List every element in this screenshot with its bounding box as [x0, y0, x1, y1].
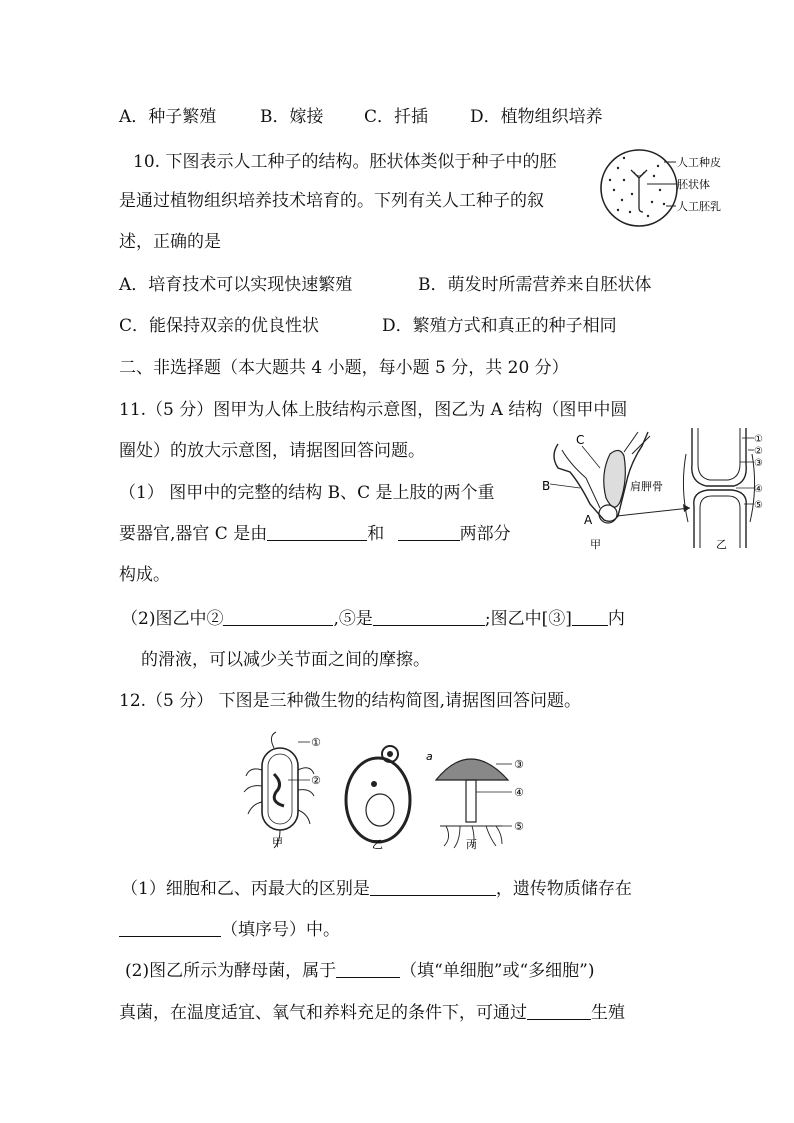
label-c: C: [576, 433, 585, 447]
label-2: ②: [754, 446, 763, 457]
q12-stem: 12.（5 分） 下图是三种微生物的结构简图,请据图回答问题。: [119, 691, 582, 711]
label-4: ④: [754, 484, 763, 495]
label-5: ⑤: [754, 500, 763, 511]
q12-part2-line2-text-pre: 真菌，在温度适宜、氧气和养料充足的条件下，可通过: [119, 1003, 527, 1023]
jia-label: 甲: [272, 836, 283, 849]
q12-part1-line2-text: （填序号）中。: [221, 920, 340, 940]
q11-part1-text-pre: 要器官,器官 C 是由: [119, 524, 268, 544]
q11-part2-text-mid1: ,⑤是: [333, 609, 373, 629]
jia-label-1: ①: [311, 736, 321, 749]
q10-option-b: B．萌发时所需营养来自胚状体: [418, 275, 652, 295]
part2-blank[interactable]: [223, 610, 333, 626]
q11-part2-text-mid2: ;图乙中[③]: [484, 609, 572, 629]
muscle-part2-blank[interactable]: [398, 525, 460, 541]
q11-part1-text-post: 两部分: [459, 524, 511, 544]
q10-option-d: D．繁殖方式和真正的种子相同: [382, 316, 617, 336]
q11-part1-line1: （1） 图甲中的完整的结构 B、C 是上肢的两个重: [119, 483, 495, 503]
q9-option-d: D．植物组织培养: [470, 107, 603, 127]
q11-stem-line1: 11.（5 分）图甲为人体上肢结构示意图，图乙为 A 结构（图甲中圆: [119, 400, 628, 420]
q11-part2-text-pre: （2)图乙中②: [121, 609, 224, 629]
q12-part2-text-post: （填“单细胞”或“多细胞”): [400, 961, 595, 981]
genetic-material-blank[interactable]: [119, 921, 221, 937]
q11-part1-line3: 构成。: [119, 565, 170, 585]
part3-blank[interactable]: [572, 610, 608, 626]
label-jia: 甲: [590, 538, 601, 551]
arm-structure-figure: [540, 424, 764, 556]
q11-part2-line2: 的滑液，可以减少关节面之间的摩擦。: [141, 650, 430, 670]
q10-stem-line3: 述，正确的是: [119, 232, 221, 252]
endosperm-label: 人工胚乳: [677, 200, 721, 213]
muscle-part1-blank[interactable]: [267, 525, 367, 541]
seed-coat-label: 人工种皮: [677, 156, 721, 169]
biggest-difference-blank[interactable]: [370, 880, 496, 896]
q11-part2-line1: [121, 610, 625, 628]
bing-label-3: ③: [514, 758, 524, 771]
q12-part1-line2: [119, 921, 340, 939]
q9-option-b: B．嫁接: [260, 107, 324, 127]
label-a: A: [584, 513, 593, 527]
q11-stem-line2: 圈处）的放大示意图，请据图回答问题。: [119, 441, 425, 461]
reproduction-type-blank[interactable]: [527, 1004, 591, 1020]
microorganisms-figure: [240, 730, 560, 850]
q12-part1-text-post: ，遗传物质储存在: [495, 879, 632, 899]
label-yi: 乙: [716, 538, 727, 551]
q12-part2-text-pre: (2)图乙所示为酵母菌，属于: [125, 961, 337, 981]
q11-part2-text-post: 内: [607, 609, 625, 629]
label-3: ③: [754, 458, 763, 469]
q12-part1-text-pre: （1）细胞和乙、丙最大的区别是: [121, 879, 370, 899]
label-b: B: [542, 479, 551, 493]
jia-label-2: ②: [311, 774, 321, 787]
q9-option-c: C．扦插: [364, 107, 429, 127]
bing-label-5: ⑤: [514, 820, 524, 833]
embryoid-label: 胚状体: [677, 178, 710, 191]
q12-part2-line2-text-post: 生殖: [591, 1003, 625, 1023]
label-1: ①: [754, 434, 763, 445]
section2-title: 二、非选择题（本大题共 4 小题，每小题 5 分，共 20 分）: [119, 358, 569, 378]
q12-part1-line1: [121, 880, 632, 898]
label-scapula: 肩胛骨: [630, 480, 663, 493]
q10-option-a: A．培育技术可以实现快速繁殖: [119, 275, 353, 295]
q10-stem-line1: 10. 下图表示人工种子的结构。胚状体类似于种子中的胚: [133, 152, 557, 172]
yi-label: 乙: [372, 838, 383, 850]
q10-stem-line2: 是通过植物组织培养技术培育的。下列有关人工种子的叙: [119, 191, 544, 211]
part5-blank[interactable]: [373, 610, 485, 626]
q12-part2-line2: [119, 1004, 625, 1022]
q11-part1-text-mid: 和: [367, 524, 390, 544]
q12-part2-line1: [125, 962, 595, 980]
cell-type-blank[interactable]: [336, 962, 400, 978]
bing-label-4: ④: [514, 786, 524, 799]
q9-option-a: A．种子繁殖: [119, 107, 217, 127]
artificial-seed-figure: [594, 146, 754, 236]
bing-label-a: a: [426, 750, 433, 763]
q10-option-c: C．能保持双亲的优良性状: [119, 316, 320, 336]
bing-label: 丙: [466, 838, 477, 850]
q11-part1-line2: [119, 525, 511, 543]
